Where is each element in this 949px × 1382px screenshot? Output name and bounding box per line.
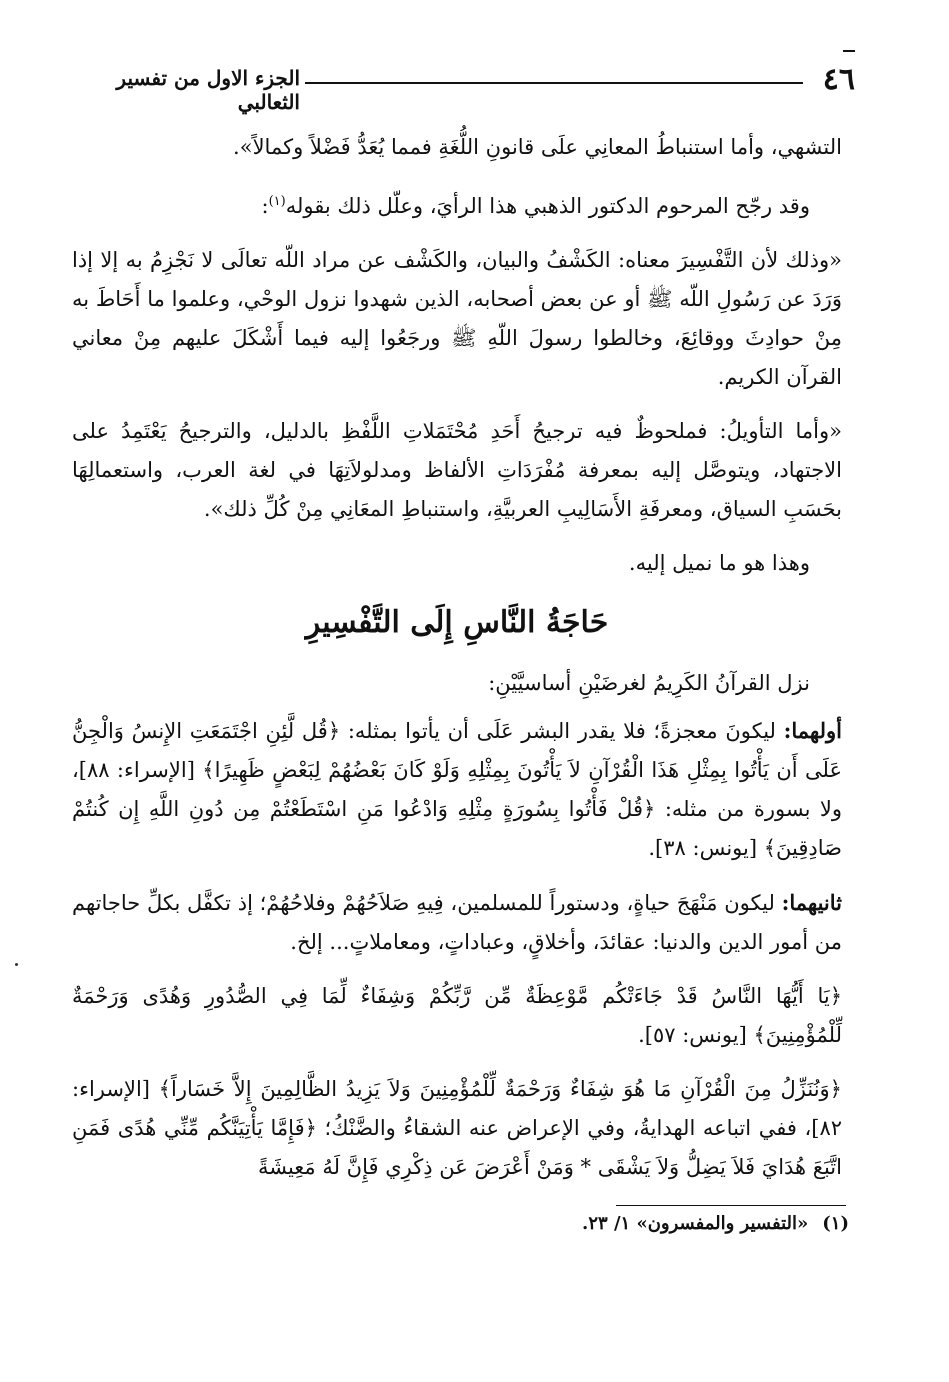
footnote-number: (١)	[822, 1213, 849, 1234]
paragraph-continuation: التشهي، وأما استنباطُ المعانِي علَى قانونِ اللُّغَةِ فمما يُعَدُّ فَضْلاً وكمالاً».	[233, 135, 842, 159]
paragraph-tafsir-definition: «وذلك لأن التَّفْسِيرَ معناه: الكَشْفُ والبيان، والكَشْف عن مراد اللّه تعالَى لا نَجْزِمُ به إلا إذا وَرَدَ عن رَسُولِ اللّه ﷺ أو عن بعض أصحابه، الذين شهدوا نزول الوحْي، وعلموا ما أَحَاطَ به مِنْ حوادِثَ ووقائِعَ، وخالطوا رسولَ اللّهِ ﷺ ورجَعُوا إليه فيما أَشْكَلَ عليهم مِنْ معاني القرآن الكريم.	[72, 248, 842, 389]
margin-speck	[15, 963, 18, 966]
section-point-second: ثانيهما: ليكون مَنْهَجَ حياةٍ، ودستوراً للمسلمين، فِيهِ صَلاَحُهُمْ وفلاحُهُمْ؛ إذ تكفَّل بكلِّ حاجاتهم من أمور الدين والدنيا: عقائدَ، وأخلاقٍ، وعباداتٍ، ومعاملاتٍ... إلخ.	[72, 890, 842, 954]
paragraph-conclusion: وهذا هو ما نميل إليه.	[628, 551, 810, 575]
header-tick-mark	[843, 50, 855, 52]
section-intro: نزل القرآنُ الكَرِيمُ لغرضَيْنِ أساسيَّيْنِ:	[488, 671, 810, 695]
section-heading: حَاجَةُ النَّاسِ إِلَى التَّفْسِيرِ	[305, 605, 609, 640]
section-point-first: أولهما: ليكونَ معجزةً؛ فلا يقدر البشر عَلَى أن يأتوا بمثله: ﴿قُل لَّئِنِ اجْتَمَعَتِ الإِنسُ وَالْجِنُّ عَلَى أَن يَأْتُوا بِمِثْلِ هَذَا الْقُرْآنِ لاَ يَأْتُونَ بِمِثْلِهِ وَلَوْ كَانَ بَعْضُهُمْ لِبَعْضٍ ظَهِيرًا﴾ [الإسراء: ٨٨]، ولا بسورة من مثله: ﴿قُلْ فَأْتُوا بِسُورَةٍ مِثْلِهِ وَادْعُوا مَنِ اسْتَطَعْتُمْ مِن دُونِ اللَّهِ إِن كُنتُمْ صَادِقِينَ﴾ [يونس: ٣٨].	[72, 718, 842, 860]
paragraph-tawil-definition: «وأما التأويلُ: فملحوظٌ فيه ترجيحُ أَحَدِ مُحْتَمَلاتِ اللَّفْظِ بالدليل، والترجيحُ يَعْتَمِدُ على الاجتهاد، ويتوصَّل إليه بمعرفة مُفْرَدَاتِ الألفاظ ومدلولاَتِهَا في لغة العرب، واستعمالِهَا بحَسَبِ السياق، ومعرفَةِ الأَسَالِيبِ العربيَّةِ، واستنباطِ المعَانِي مِنْ كُلِّ ذلك».	[72, 419, 842, 521]
page-number: ٤٦	[822, 62, 855, 97]
header-rule	[305, 82, 803, 84]
quran-verse-yunus: ﴿يَا أَيُّهَا النَّاسُ قَدْ جَاءَتْكُم مَّوْعِظَةٌ مِّن رَّبِّكُمْ وَشِفَاءٌ لِّمَا فِي الصُّدُورِ وَهُدًى وَرَحْمَةٌ لِّلْمُؤْمِنِينَ﴾ [يونس: ٥٧].	[72, 984, 842, 1047]
paragraph-intro-quote: وقد رجّح المرحوم الدكتور الذهبي هذا الرأيَ، وعلّل ذلك بقوله$^{(١)}$:	[261, 194, 810, 218]
footnote-ref: (١)	[268, 194, 286, 209]
running-title: الجزء الاول من تفسير الثعالبي	[116, 66, 300, 114]
quran-verse-isra: ﴿وَنُنَزِّلُ مِنَ الْقُرْآنِ مَا هُوَ شِفَاءٌ وَرَحْمَةٌ لِّلْمُؤْمِنِينَ وَلاَ يَزِيدُ الظَّالِمِينَ إِلاَّ خَسَاراً﴾ [الإسراء: ٨٢]، ففي اتباعه الهدايةُ، وفي الإعراض عنه الشقاءُ والضَّنْكُ؛ ﴿فَإِمَّا يَأْتِيَنَّكُم مِّنِّي هُدًى فَمَنِ اتَّبَعَ هُدَايَ فَلاَ يَضِلُّ وَلاَ يَشْقَى * وَمَنْ أَعْرَضَ عَن ذِكْرِي فَإِنَّ لَهُ مَعِيشَةً	[72, 1077, 842, 1179]
footnote-rule	[616, 1205, 846, 1206]
running-header	[55, 62, 855, 112]
main-text	[72, 128, 842, 1202]
footnote	[89, 1213, 849, 1234]
footnote-text: «التفسير والمفسرون» ١/ ٢٣.	[582, 1213, 809, 1234]
